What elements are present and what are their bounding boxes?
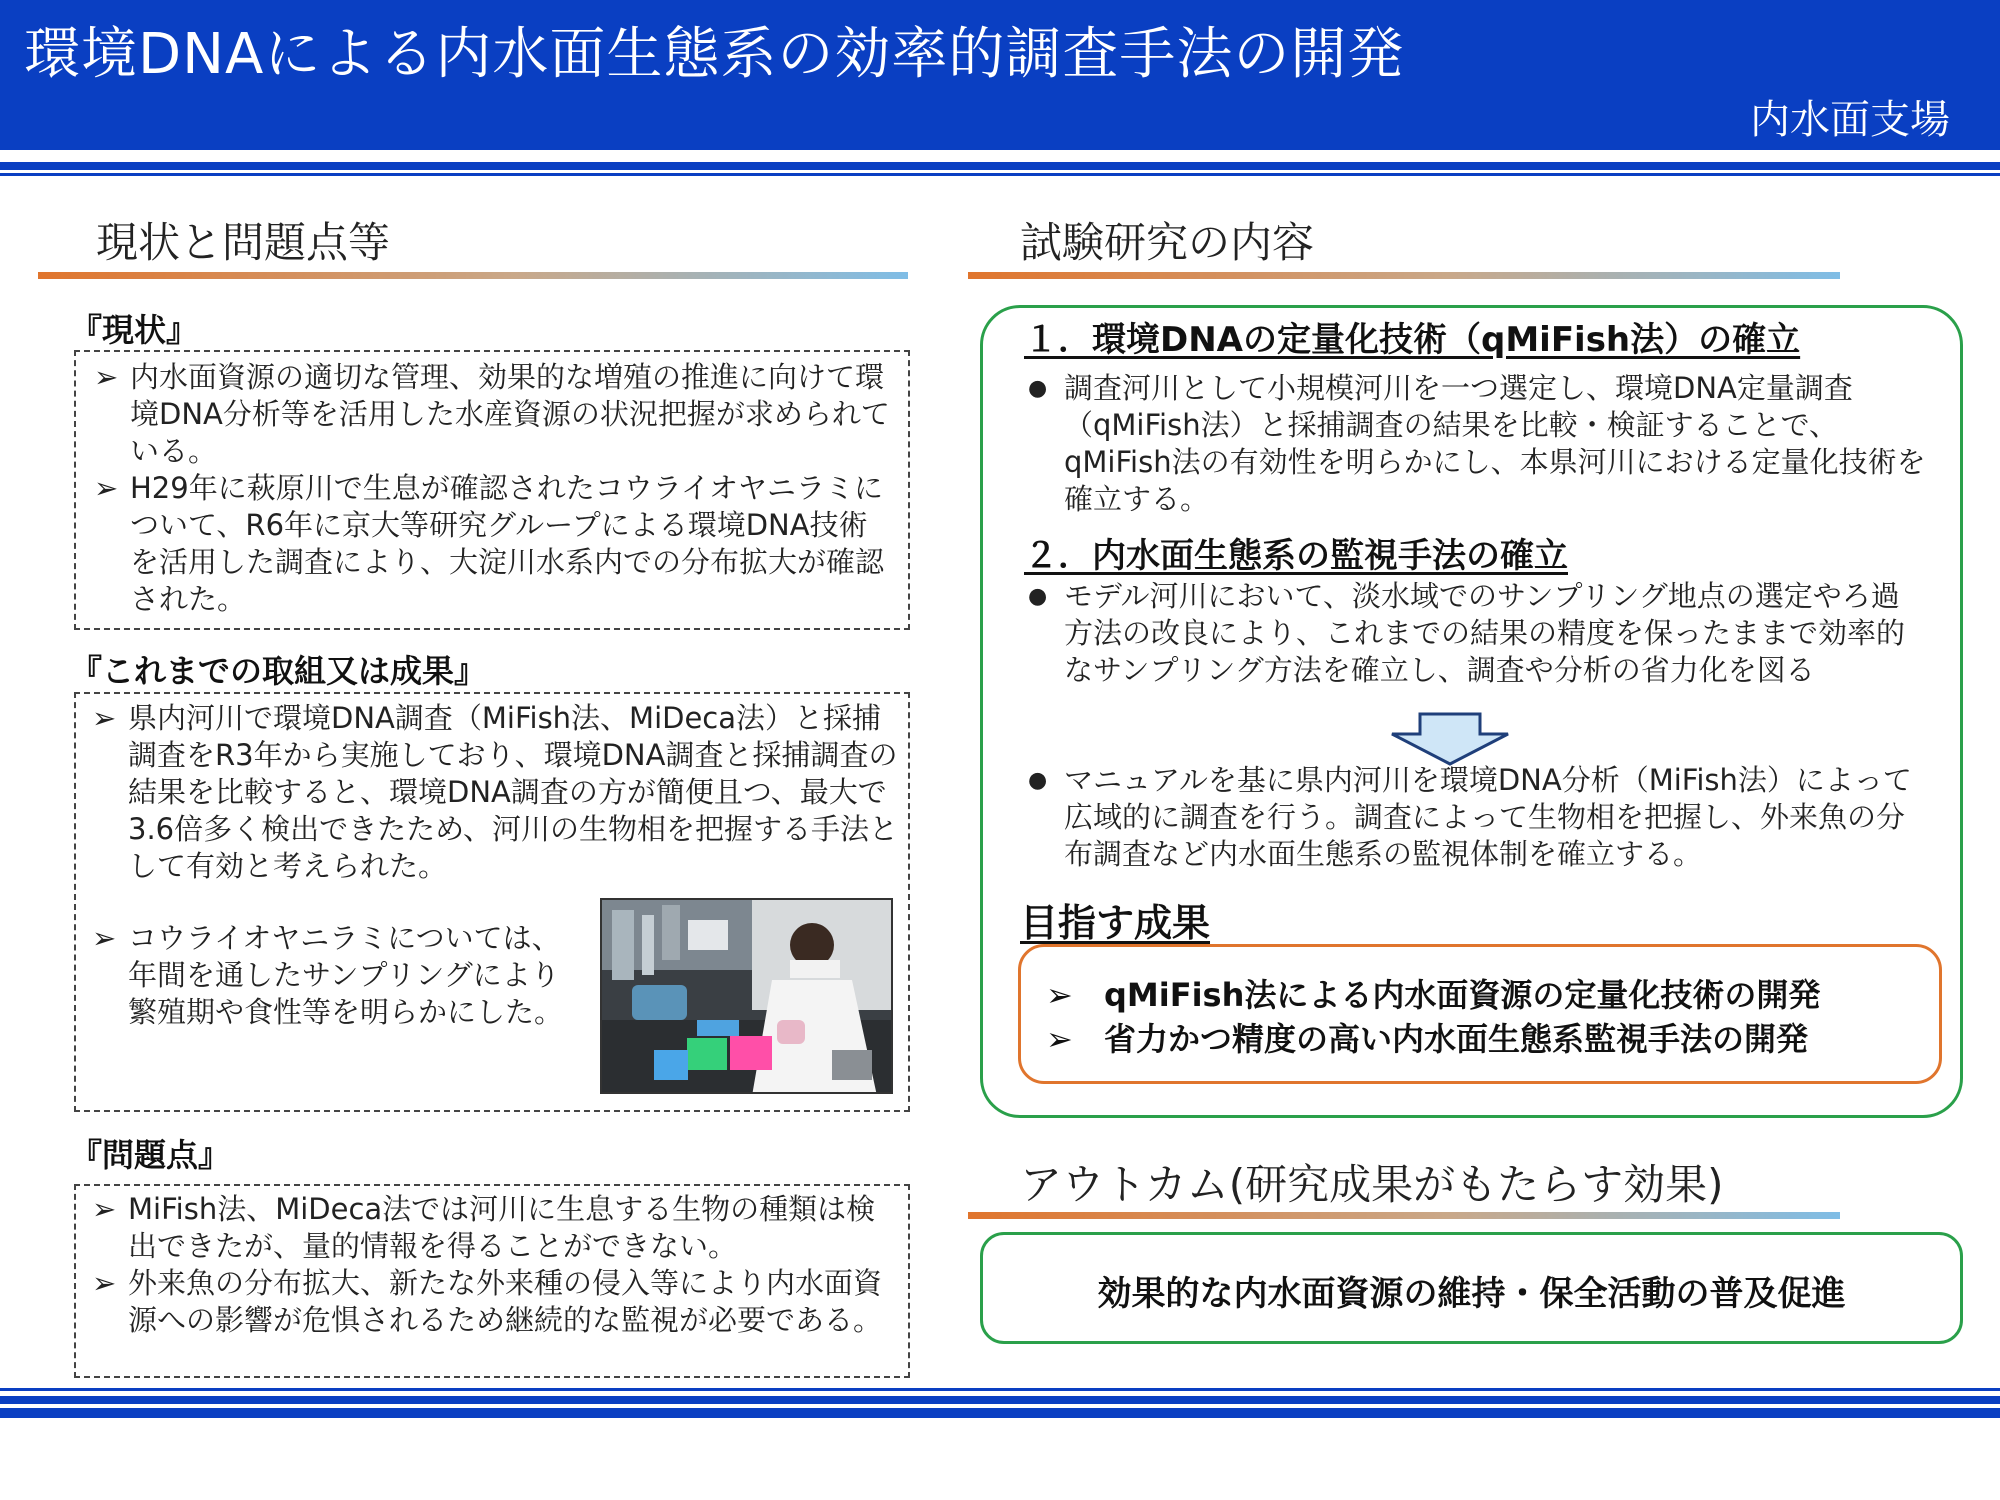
arrow-bullet-icon: ➢ (1046, 976, 1073, 1014)
subheading-problems: 『問題点』 (70, 1136, 231, 1174)
lab-photo (600, 898, 893, 1094)
goal-item: ➢ qMiFish法による内水面資源の定量化技術の開発 (1046, 976, 1821, 1014)
list-item: ➢ H29年に萩原川で生息が確認されたコウライオヤニラミについて、R6年に京大等研究グループによる環境DNA技術を活用した調査により、大淀川水系内での分布拡大が確認された。 (94, 471, 885, 616)
research-heading-2: ２．内水面生態系の監視手法の確立 (1024, 536, 1568, 576)
arrow-bullet-icon: ➢ (92, 1266, 117, 1300)
bottom-rule-base (0, 1408, 2000, 1418)
arrow-bullet-icon: ➢ (94, 471, 119, 505)
bottom-rule-thick (0, 1396, 2000, 1404)
bottom-rule-thin (0, 1388, 2000, 1391)
page-title: 環境DNAによる内水面生態系の効率的調査手法の開発 (24, 22, 1405, 87)
bullet-dot-icon: ● (1028, 584, 1048, 609)
arrow-bullet-icon: ➢ (92, 701, 117, 735)
section-underline-status (38, 272, 908, 279)
list-item: ➢ 外来魚の分布拡大、新たな外来種の侵入等により内水面資源への影響が危惧されるため継続的な監視が必要である。 (92, 1266, 883, 1337)
goals-heading: 目指す成果 (1020, 901, 1211, 945)
list-item: ● 調査河川として小規模河川を一つ選定し、環境DNA定量調査（qMiFish法）と採捕調査の結果を比較・検証することで、qMiFish法の有効性を明らかにし、本県河川における定量化技術を確立する。 (1028, 371, 1926, 516)
list-item: ➢ 内水面資源の適切な管理、効果的な増殖の推進に向けて環境DNA分析等を活用した水産資源の状況把握が求められている。 (94, 360, 890, 468)
list-item: ➢ MiFish法、MiDeca法では河川に生息する生物の種類は検出できたが、量的情報を得ることができない。 (92, 1192, 876, 1263)
list-item: ➢ コウライオヤニラミについては、年間を通したサンプリングにより繁殖期や食性等を明らかにした。 (92, 921, 564, 1029)
top-rule-thick (0, 162, 2000, 170)
list-item: ● マニュアルを基に県内河川を環境DNA分析（MiFish法）によって広域的に調査を行う。調査によって生物相を把握し、外来魚の分布調査など内水面生態系の監視体制を確立する。 (1028, 763, 1912, 871)
subheading-current: 『現状』 (70, 311, 199, 349)
department-label: 内水面支場 (1750, 97, 1950, 143)
section-title-status: 現状と問題点等 (96, 218, 391, 267)
bullet-dot-icon: ● (1028, 376, 1048, 401)
top-rule-thin (0, 173, 2000, 176)
section-underline-outcome (968, 1212, 1840, 1219)
arrow-bullet-icon: ➢ (92, 1192, 117, 1226)
section-title-research: 試験研究の内容 (1020, 218, 1315, 267)
list-item: ● モデル河川において、淡水域でのサンプリング地点の選定やろ過方法の改良により、これまでの結果の精度を保ったままで効率的なサンプリング方法を確立し、調査や分析の省力化を図る (1028, 579, 1906, 687)
arrow-bullet-icon: ➢ (94, 360, 119, 394)
header-banner (0, 0, 2000, 150)
section-underline-research (968, 272, 1840, 279)
subheading-efforts: 『これまでの取組又は成果』 (70, 652, 487, 690)
down-arrow-icon (1388, 712, 1512, 766)
goal-item: ➢ 省力かつ精度の高い内水面生態系監視手法の開発 (1046, 1020, 1809, 1058)
outcome-text: 効果的な内水面資源の維持・保全活動の普及促進 (1097, 1274, 1846, 1314)
research-heading-1: １．環境DNAの定量化技術（qMiFish法）の確立 (1024, 320, 1801, 360)
arrow-bullet-icon: ➢ (1046, 1020, 1073, 1058)
list-item: ➢ 県内河川で環境DNA調査（MiFish法、MiDeca法）と採捕調査をR3年から実施しており、環境DNA調査と採捕調査の結果を比較すると、環境DNA調査の方が簡便且つ、最大で3.6倍多く検出できたため、河川の生物相を把握する手法として有効と考えられた。 (92, 701, 898, 883)
arrow-bullet-icon: ➢ (92, 921, 117, 955)
section-title-outcome: アウトカム(研究成果がもたらす効果) (1020, 1160, 1724, 1209)
bullet-dot-icon: ● (1028, 768, 1048, 793)
